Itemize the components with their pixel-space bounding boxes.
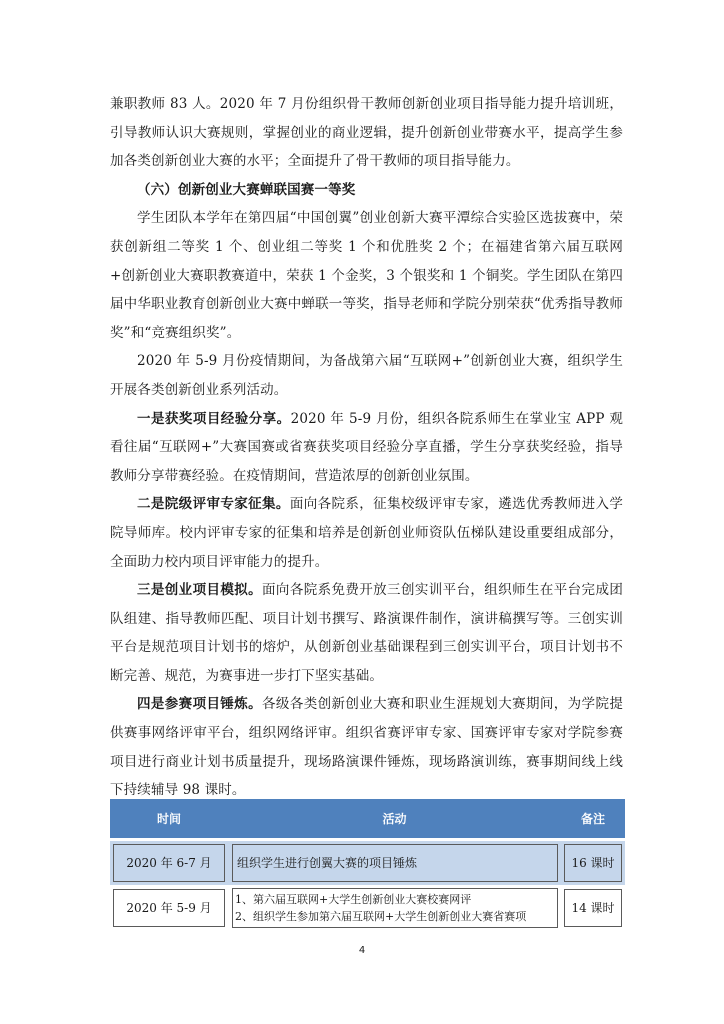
paragraph-project-simulation <box>110 576 623 690</box>
table-header-row <box>110 799 625 841</box>
header-note: 备注 <box>561 799 625 841</box>
text-project-simulation: 面向各院系免费开放三创实训平台，组织师生在平台完成团队组建、指导教师匹配、项目计划书撰写、路演课件制作，演讲稿撰写等。三创实训平台是规范项目计划书的熔炉，从创新创业基础课程到三创实训平台，项目计划书不断完善、规范，为赛事进一步打下坚实基础。 <box>110 582 623 684</box>
time-value: 2020 年 5-9 月 <box>113 889 225 927</box>
page-number: 4 <box>358 945 366 956</box>
note-value: 16 课时 <box>564 844 622 882</box>
cell-time <box>110 885 228 931</box>
activity-list <box>232 888 558 928</box>
lead-experience-sharing: 一是获奖项目经验分享。 <box>137 410 291 427</box>
paragraph-activities: 2020 年 5-9 月份疫情期间，为备战第六届“互联网+”创新创业大赛，组织学生开展各类创新创业系列活动。 <box>110 353 623 398</box>
text-project-training: 各级各类创新创业大赛和职业生涯规划大赛期间，为学院提供赛事网络评审平台，组织网络评审。组织省赛评审专家、国赛评审专家对学院参赛项目进行商业计划书质量提升，现场路演课件锤炼，现场路演训练，赛事期间线上线下持续辅导 98 课时。 <box>110 696 623 799</box>
header-time: 时间 <box>110 799 228 841</box>
table-row <box>110 841 625 885</box>
cell-note <box>561 885 625 931</box>
paragraph-experience-sharing <box>110 405 623 491</box>
cell-activity <box>228 841 561 885</box>
paragraph-awards: 学生团队本学年在第四届“中国创翼”创业创新大赛平潭综合实验区选拔赛中，荣获创新组二等奖 1 个、创业组二等奖 1 个和优胜奖 2 个；在福建省第六届互联网+创新创业大赛职教赛道中，荣获 1 个金奖，3 个银奖和 1 个铜奖。学生团队在第四届中华职业教育创新创业大赛中蝉联一等奖，指导老师和学院分别荣获“优秀指导教师奖”和“竞赛组织奖”。 <box>110 210 623 341</box>
note-value: 14 课时 <box>564 889 622 927</box>
paragraph-project-training <box>110 690 623 804</box>
activity-line-1: 1、第六届互联网+大学生创新创业大赛校赛网评 <box>235 893 472 906</box>
lead-project-simulation: 三是创业项目模拟。 <box>137 582 263 599</box>
text-experience-sharing: 2020 年 5-9 月份，组织各院系师生在掌业宝 APP 观看往届“互联网+”大赛国赛或省赛获奖项目经验分享直播，学生分享获奖经验，指导教师分享带赛经验。在疫情期间，营造浓厚的创新创业氛围。 <box>110 410 623 484</box>
cell-time <box>110 841 228 885</box>
activity-line-2: 2、组织学生参加第六届互联网+大学生创新创业大赛省赛项 <box>235 910 527 923</box>
body-text <box>110 90 623 805</box>
section-heading: （六）创新创业大赛蝉联国赛一等奖 <box>137 181 356 198</box>
text-expert-collection: 面向各院系，征集校级评审专家，遴选优秀教师进入学院导师库。校内评审专家的征集和培养是创新创业师资队伍梯队建设重要组成部分，全面助力校内项目评审能力的提升。 <box>110 496 623 570</box>
table-row <box>110 885 625 931</box>
activity-value: 组织学生进行创翼大赛的项目锤炼 <box>232 844 558 882</box>
lead-project-training: 四是参赛项目锤炼。 <box>137 696 263 713</box>
activity-table <box>110 799 625 931</box>
header-activity: 活动 <box>228 799 561 841</box>
lead-expert-collection: 二是院级评审专家征集。 <box>137 496 290 513</box>
cell-note <box>561 841 625 885</box>
paragraph-expert-collection <box>110 490 623 576</box>
cell-activity <box>228 885 561 931</box>
time-value: 2020 年 6-7 月 <box>113 844 225 882</box>
paragraph-intro: 兼职教师 83 人。2020 年 7 月份组织骨干教师创新创业项目指导能力提升培训班，引导教师认识大赛规则，掌握创业的商业逻辑，提升创新创业带赛水平，提高学生参加各类创新创业大赛的水平；全面提升了骨干教师的项目指导能力。 <box>110 96 623 170</box>
